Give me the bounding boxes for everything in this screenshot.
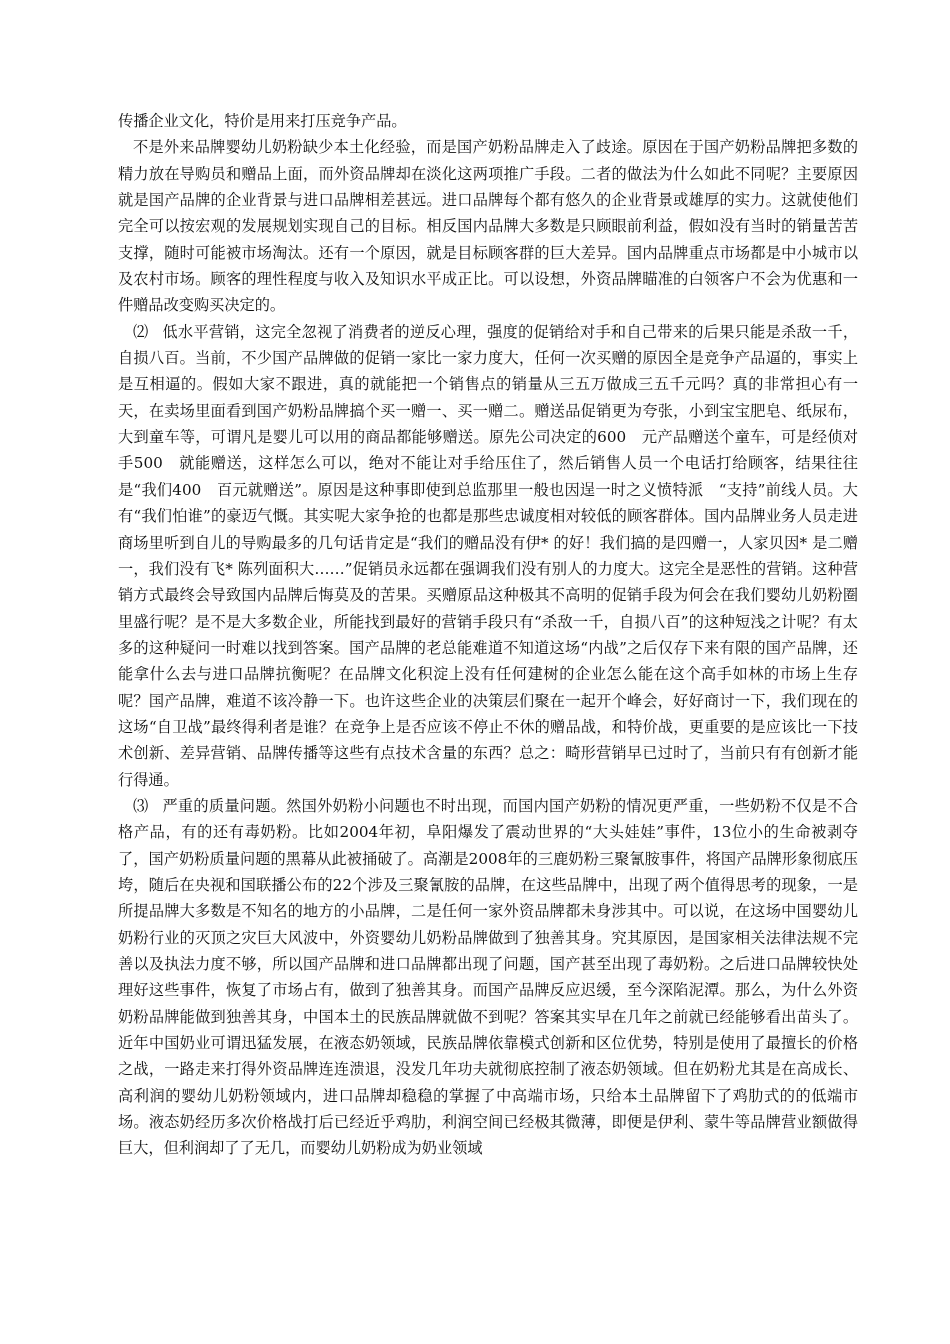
paragraph-quality-problems xyxy=(118,793,858,1162)
document-body xyxy=(118,108,858,1162)
paragraph-continuation: 传播企业文化，特价是用来打压竞争产品。 xyxy=(118,112,407,130)
paragraph-text: 低水平营销，这完全忽视了消费者的逆反心理，强度的促销给对手和自己带来的后果只能是杀敌一千，自损八百。当前，不少国产品牌做的促销一家比一家力度大，任何一次买赠的原因全是竞争产品逼的，事实上是互相逼的。假如大家不跟进，真的就能把一个销售点的销量从三五万做成三五千元吗？真的非常担心有一天，在卖场里面看到国产奶粉品牌搞个买一赠一、买一赠二。赠送品促销更为夸张，小到宝宝肥皂、纸尿布，大到童车等，可谓凡是婴儿可以用的商品都能够赠送。原先公司决定的600 元产品赠送个童车，可是经侦对手500 就能赠送，这样怎么可以，绝对不能让对手给压住了，然后销售人员一个电话打给顾客，结果往往是“我们400 百元就赠送”。原因是这种事即使到总监那里一般也因逞一时之义愤特派 “支持”前线人员。大有“我们怕谁”的豪迈气慨。其实呢大家争抢的也都是那些忠诚度相对较低的顾客群体。国内品牌业务人员走进商场里听到自儿的导购最多的几句话肯定是“我们的赠品没有伊* 的好！我们搞的是四赠一，人家贝因* 是二赠一，我们没有飞* 陈列面积大……”促销员永远都在强调我们没有别人的力度大。这完全是恶性的营销。这种营销方式最终会导致国内品牌后悔莫及的苦果。买赠原品这种极其不高明的促销手段为何会在我们婴幼儿奶粉圈里盛行呢？是不是大多数企业，所能找到最好的营销手段只有“杀敌一千，自损八百”的这种短浅之计呢？有太多的这种疑问一时难以找到答案。国产品牌的老总能难道不知道这场“内战”之后仅存下来有限的国产品牌，还能拿什么去与进口品牌抗衡呢？在品牌文化积淀上没有任何建树的企业怎么能在这个高手如林的市场上生存呢？国产品牌，难道不该冷静一下。也许这些企业的决策层们聚在一起开个峰会，好好商讨一下，我们现在的这场“自卫战”最终得利者是谁？在竞争上是否应该不停止不休的赠品战，和特价战，更重要的是应该比一下技术创新、差异营销、品牌传播等这些有点技术含量的东西？总之：畸形营销早已过时了，当前只有有创新才能行得通。 xyxy=(118,322,859,789)
paragraph-low-level-marketing xyxy=(118,319,858,793)
item-number: ⑶ xyxy=(133,796,149,815)
paragraph-text: 严重的质量问题。然国外奶粉小问题也不时出现，而国内国产奶粉的情况更严重，一些奶粉不仅是不合格产品，有的还有毒奶粉。比如2004年初，阜阳爆发了震动世界的“大头娃娃”事件，13位小的生命被剥夺了，国产奶粉质量问题的黑幕从此被捅破了。高潮是2008年的三鹿奶粉三聚氰胺事件，将国产品牌形象彻底压垮，随后在央视和国联播公布的22个涉及三聚氰胺的品牌，在这些品牌中，出现了两个值得思考的现象，一是所提品牌大多数是不知名的地方的小品牌，二是任何一家外资品牌都未身涉其中。可以说，在这场中国婴幼儿奶粉行业的灭顶之灾巨大风波中，外资婴幼儿奶粉品牌做到了独善其身。究其原因，是国家相关法律法规不完善以及执法力度不够，所以国产品牌和进口品牌都出现了问题，国产甚至出现了毒奶粉。之后进口品牌较快处理好这些事件，恢复了市场占有，做到了独善其身。而国产品牌反应迟缓，至今深陷泥潭。那么，为什么外资奶粉品牌能做到独善其身，中国本土的民族品牌就做不到呢？答案其实早在几年之前就已经能够看出苗头了。近年中国奶业可谓迅猛发展，在液态奶领域，民族品牌依靠模式创新和区位优势，特别是使用了最擅长的价格之战，一路走来打得外资品牌连连溃退，没发几年功夫就彻底控制了液态奶领域。但在奶粉尤其是在高成长、高利润的婴幼儿奶粉领域内，进口品牌却稳稳的掌握了中高端市场，只给本土品牌留下了鸡肋式的的低端市场。液态奶经历多次价格战打后已经近乎鸡肋，利润空间已经极其微薄，即便是伊利、蒙牛等品牌营业额做得巨大，但利润却了了无几，而婴幼儿奶粉成为奶业领域 xyxy=(118,796,859,1158)
item-number: ⑵ xyxy=(133,322,149,341)
paragraph-foreign-brands: 不是外来品牌婴幼儿奶粉缺少本土化经验，而是国产奶粉品牌走入了歧途。原因在于国产奶粉品牌把多数的精力放在导购员和赠品上面，而外资品牌却在淡化这两项推广手段。二者的做法为什么如此不同呢？主要原因就是国产品牌的企业背景与进口品牌相差甚远。进口品牌每个都有悠久的企业背景或雄厚的实力。这就使他们完全可以按宏观的发展规划实现自己的目标。相反国内品牌大多数是只顾眼前利益，假如没有当时的销量苦苦支撑，随时可能被市场淘汰。还有一个原因，就是目标顾客群的巨大差异。国内品牌重点市场都是中小城市以及农村市场。顾客的理性程度与收入及知识水平成正比。可以设想，外资品牌瞄准的白领客户不会为优惠和一件赠品改变购买决定的。 xyxy=(118,138,858,315)
